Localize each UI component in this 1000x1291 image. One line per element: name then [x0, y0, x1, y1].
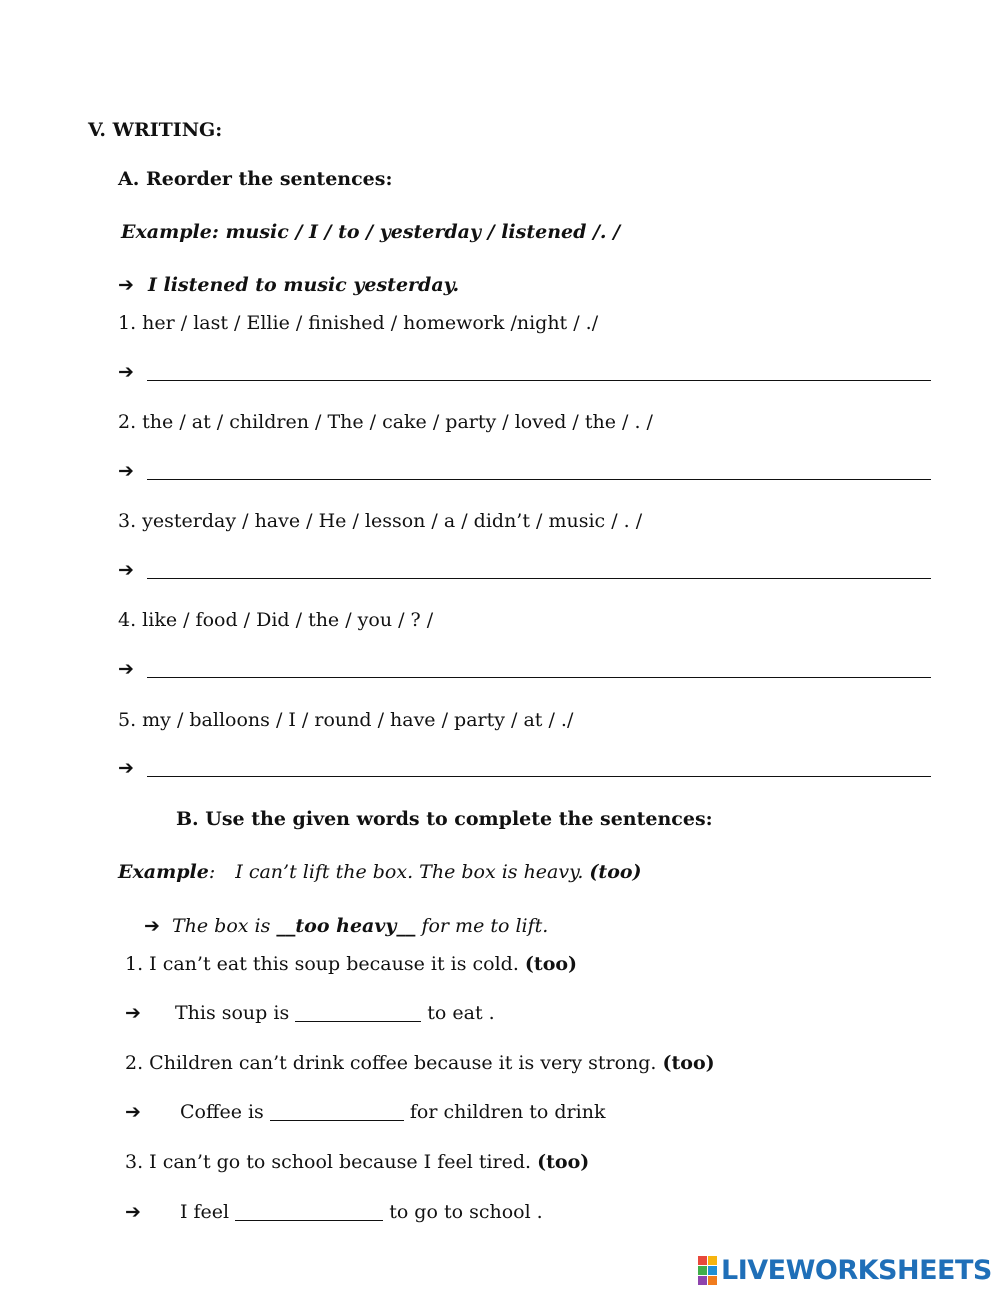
arrow-icon: ➔	[118, 559, 134, 581]
part-b-item-3-hint: (too)	[537, 1151, 590, 1173]
logo-cube	[698, 1276, 707, 1285]
logo-cubes-icon	[698, 1256, 717, 1285]
part-b-item-3-answer-row	[125, 1200, 543, 1224]
part-b-item-2	[125, 1051, 715, 1075]
part-b-item-1-answer-post: to eat .	[421, 1002, 495, 1024]
part-b-item-2-hint: (too)	[662, 1052, 715, 1074]
answer-line-5[interactable]	[147, 776, 931, 777]
arrow-icon: ➔	[125, 1101, 141, 1123]
answer-line-3[interactable]	[147, 578, 931, 579]
answer-line-4[interactable]	[147, 677, 931, 678]
part-b-item-2-prompt: 2. Children can’t drink coffee because it is very strong.	[125, 1052, 657, 1074]
part-b-item-1-prompt: 1. I can’t eat this soup because it is cold.	[125, 953, 519, 975]
part-b-example-answer-pre: The box is	[171, 915, 277, 937]
part-b-example-answer-fill: __too heavy__	[276, 915, 416, 937]
part-a-example-answer: I listened to music yesterday.	[147, 274, 460, 296]
part-a-item-2: 2. the / at / children / The / cake / party / loved / the / . /	[118, 411, 653, 433]
answer-line-2[interactable]	[147, 479, 931, 480]
part-b-example-answer-post: for me to lift.	[415, 915, 549, 937]
part-b-item-3-prompt: 3. I can’t go to school because I feel tired.	[125, 1151, 532, 1173]
arrow-icon: ➔	[118, 658, 134, 680]
logo-cube	[698, 1266, 707, 1275]
logo-cube	[708, 1256, 717, 1265]
part-b-example-label: Example	[118, 861, 209, 883]
part-b-example-hint: (too)	[589, 861, 642, 883]
part-b-item-1-answer-pre: This soup is	[174, 1002, 296, 1024]
blank-2[interactable]	[270, 1102, 404, 1121]
logo-cube	[708, 1266, 717, 1275]
part-b-item-2-answer-post: for children to drink	[403, 1101, 606, 1123]
arrow-icon: ➔	[118, 274, 134, 296]
logo-text: LIVEWORKSHEETS	[721, 1254, 992, 1286]
part-b-item-3	[125, 1150, 589, 1174]
arrow-icon: ➔	[144, 915, 160, 937]
logo-cube	[708, 1276, 717, 1285]
part-a-heading: A. Reorder the sentences:	[118, 168, 393, 190]
arrow-icon: ➔	[125, 1201, 141, 1223]
part-b-example-sentence: I can’t lift the box. The box is heavy.	[235, 861, 584, 883]
part-b-item-1	[125, 952, 577, 976]
part-b-heading: B. Use the given words to complete the sentences:	[176, 808, 713, 830]
logo-cube	[698, 1256, 707, 1265]
section-title: V. WRITING:	[88, 119, 223, 141]
part-b-item-3-answer-post: to go to school .	[383, 1201, 543, 1223]
blank-1[interactable]	[295, 1003, 421, 1022]
arrow-icon: ➔	[118, 460, 134, 482]
part-a-item-3: 3. yesterday / have / He / lesson / a / didn’t / music / . /	[118, 510, 643, 532]
blank-3[interactable]	[235, 1202, 383, 1221]
part-b-example-colon: :	[208, 861, 216, 883]
part-a-item-1: 1. her / last / Ellie / finished / homework /night / ./	[118, 312, 599, 334]
part-b-item-3-answer-pre: I feel	[179, 1201, 236, 1223]
part-b-item-1-hint: (too)	[524, 953, 578, 975]
part-b-example	[118, 860, 642, 884]
part-a-item-4: 4. like / food / Did / the / you / ? /	[118, 609, 434, 631]
arrow-icon: ➔	[118, 757, 134, 779]
arrow-icon: ➔	[125, 1002, 141, 1024]
answer-line-1[interactable]	[147, 380, 931, 381]
part-a-example-answer-row	[118, 273, 459, 297]
part-b-item-1-answer-row	[125, 1001, 495, 1025]
part-a-item-5: 5. my / balloons / I / round / have / party / at / ./	[118, 709, 574, 731]
part-b-example-answer-row	[144, 914, 548, 938]
arrow-icon: ➔	[118, 361, 134, 383]
part-a-example: Example: music / I / to / yesterday / listened /. /	[121, 221, 621, 243]
part-b-item-2-answer-pre: Coffee is	[179, 1101, 270, 1123]
part-b-item-2-answer-row	[125, 1100, 605, 1124]
liveworksheets-logo	[698, 1254, 992, 1286]
